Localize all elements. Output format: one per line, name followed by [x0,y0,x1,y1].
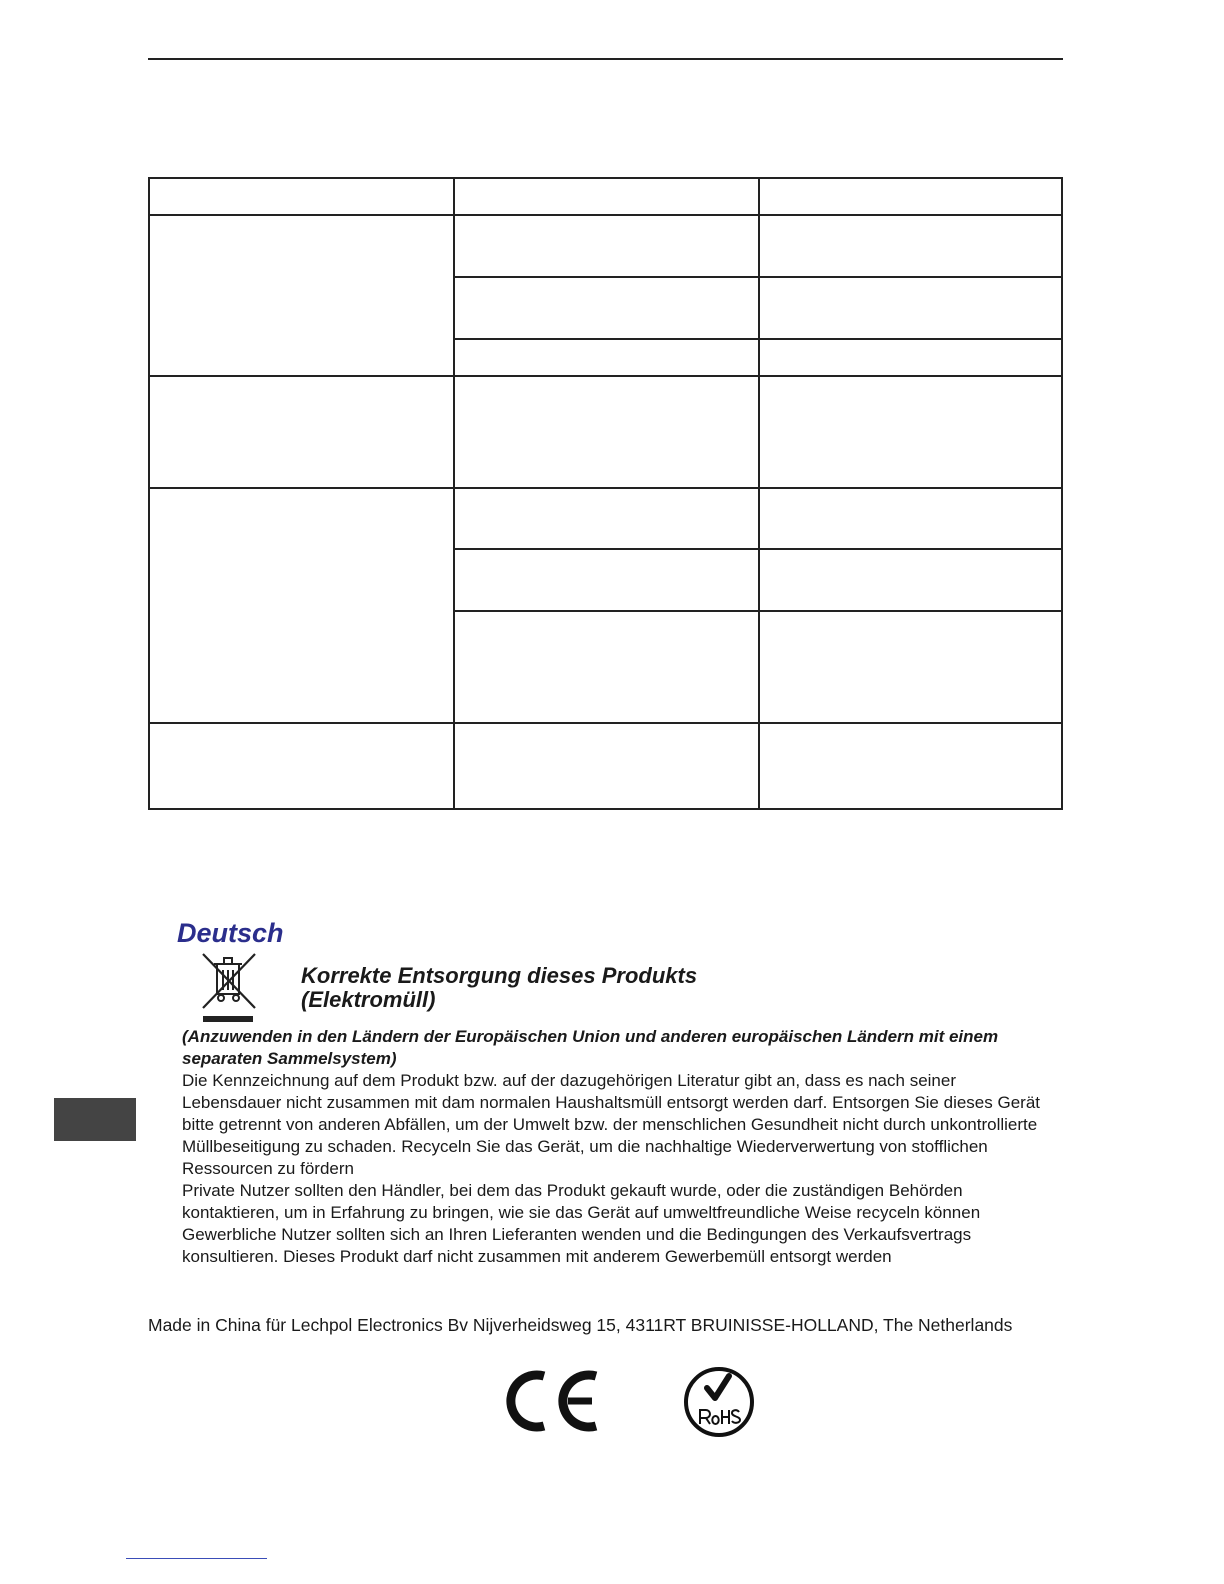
footer-link-underline [126,1558,267,1559]
paragraph-private-users: Private Nutzer sollten den Händler, bei dem das Produkt gekauft wurde, oder die zuständigen Behörden kontaktieren, um in Erfahrung zu bringen, wie sie das Gerät auf umweltfreundliche Weise recyceln können [182,1181,981,1222]
table-subrow-divider [453,610,1061,612]
rohs-mark-icon [683,1366,755,1438]
table-subrow-divider [453,338,1061,340]
empty-table [148,177,1063,810]
table-column-divider [453,179,455,808]
table-row-divider [150,214,1061,216]
table-row-divider [150,722,1061,724]
disposal-body [182,1070,1057,1268]
scope-note: (Anzuwenden in den Ländern der Europäischen Union und anderen europäischen Ländern mit einem separaten Sammelsystem) [182,1027,999,1068]
disposal-title-line1: Korrekte Entsorgung dieses Produkts [301,963,698,988]
disposal-title-line2: (Elektromüll) [301,987,436,1012]
paragraph-business-users: Gewerbliche Nutzer sollten sich an Ihren Lieferanten wenden und die Bedingungen des Verkaufsvertrags konsultieren. Dieses Produkt darf nicht zusammen mit anderem Gewerbemüll entsorgt werden [182,1225,972,1266]
table-column-divider [758,179,760,808]
table-subrow-divider [453,276,1061,278]
top-rule [148,58,1063,60]
manufacturer-line: Made in China für Lechpol Electronics Bv Nijverheidsweg 15, 4311RT BRUINISSE-HOLLAND, The Netherlands [148,1315,1013,1335]
language-heading: Deutsch [177,918,284,948]
page-side-tab [54,1098,136,1141]
table-row-divider [150,487,1061,489]
table-row-divider [150,375,1061,377]
paragraph-labeling: Die Kennzeichnung auf dem Produkt bzw. auf der dazugehörigen Literatur gibt an, dass es nach seiner Lebensdauer nicht zusammen mit dam normalen Haushaltsmüll entsorgt werden darf. Entsorgen Sie dieses Gerät bitte getrennt von anderen Abfällen, um der Umwelt bzw. der menschlichen Gesundheit nicht durch unkontrollierte Müllbeseitigung zu schaden. Recyceln Sie das Gerät, um die nachhaltige Wiederverwertung von stofflichen Ressourcen zu fördern [182,1071,1040,1178]
crossed-out-wheelie-bin-icon [197,950,261,1024]
ce-mark-icon [506,1368,602,1434]
disposal-title [301,964,821,1012]
table-subrow-divider [453,548,1061,550]
